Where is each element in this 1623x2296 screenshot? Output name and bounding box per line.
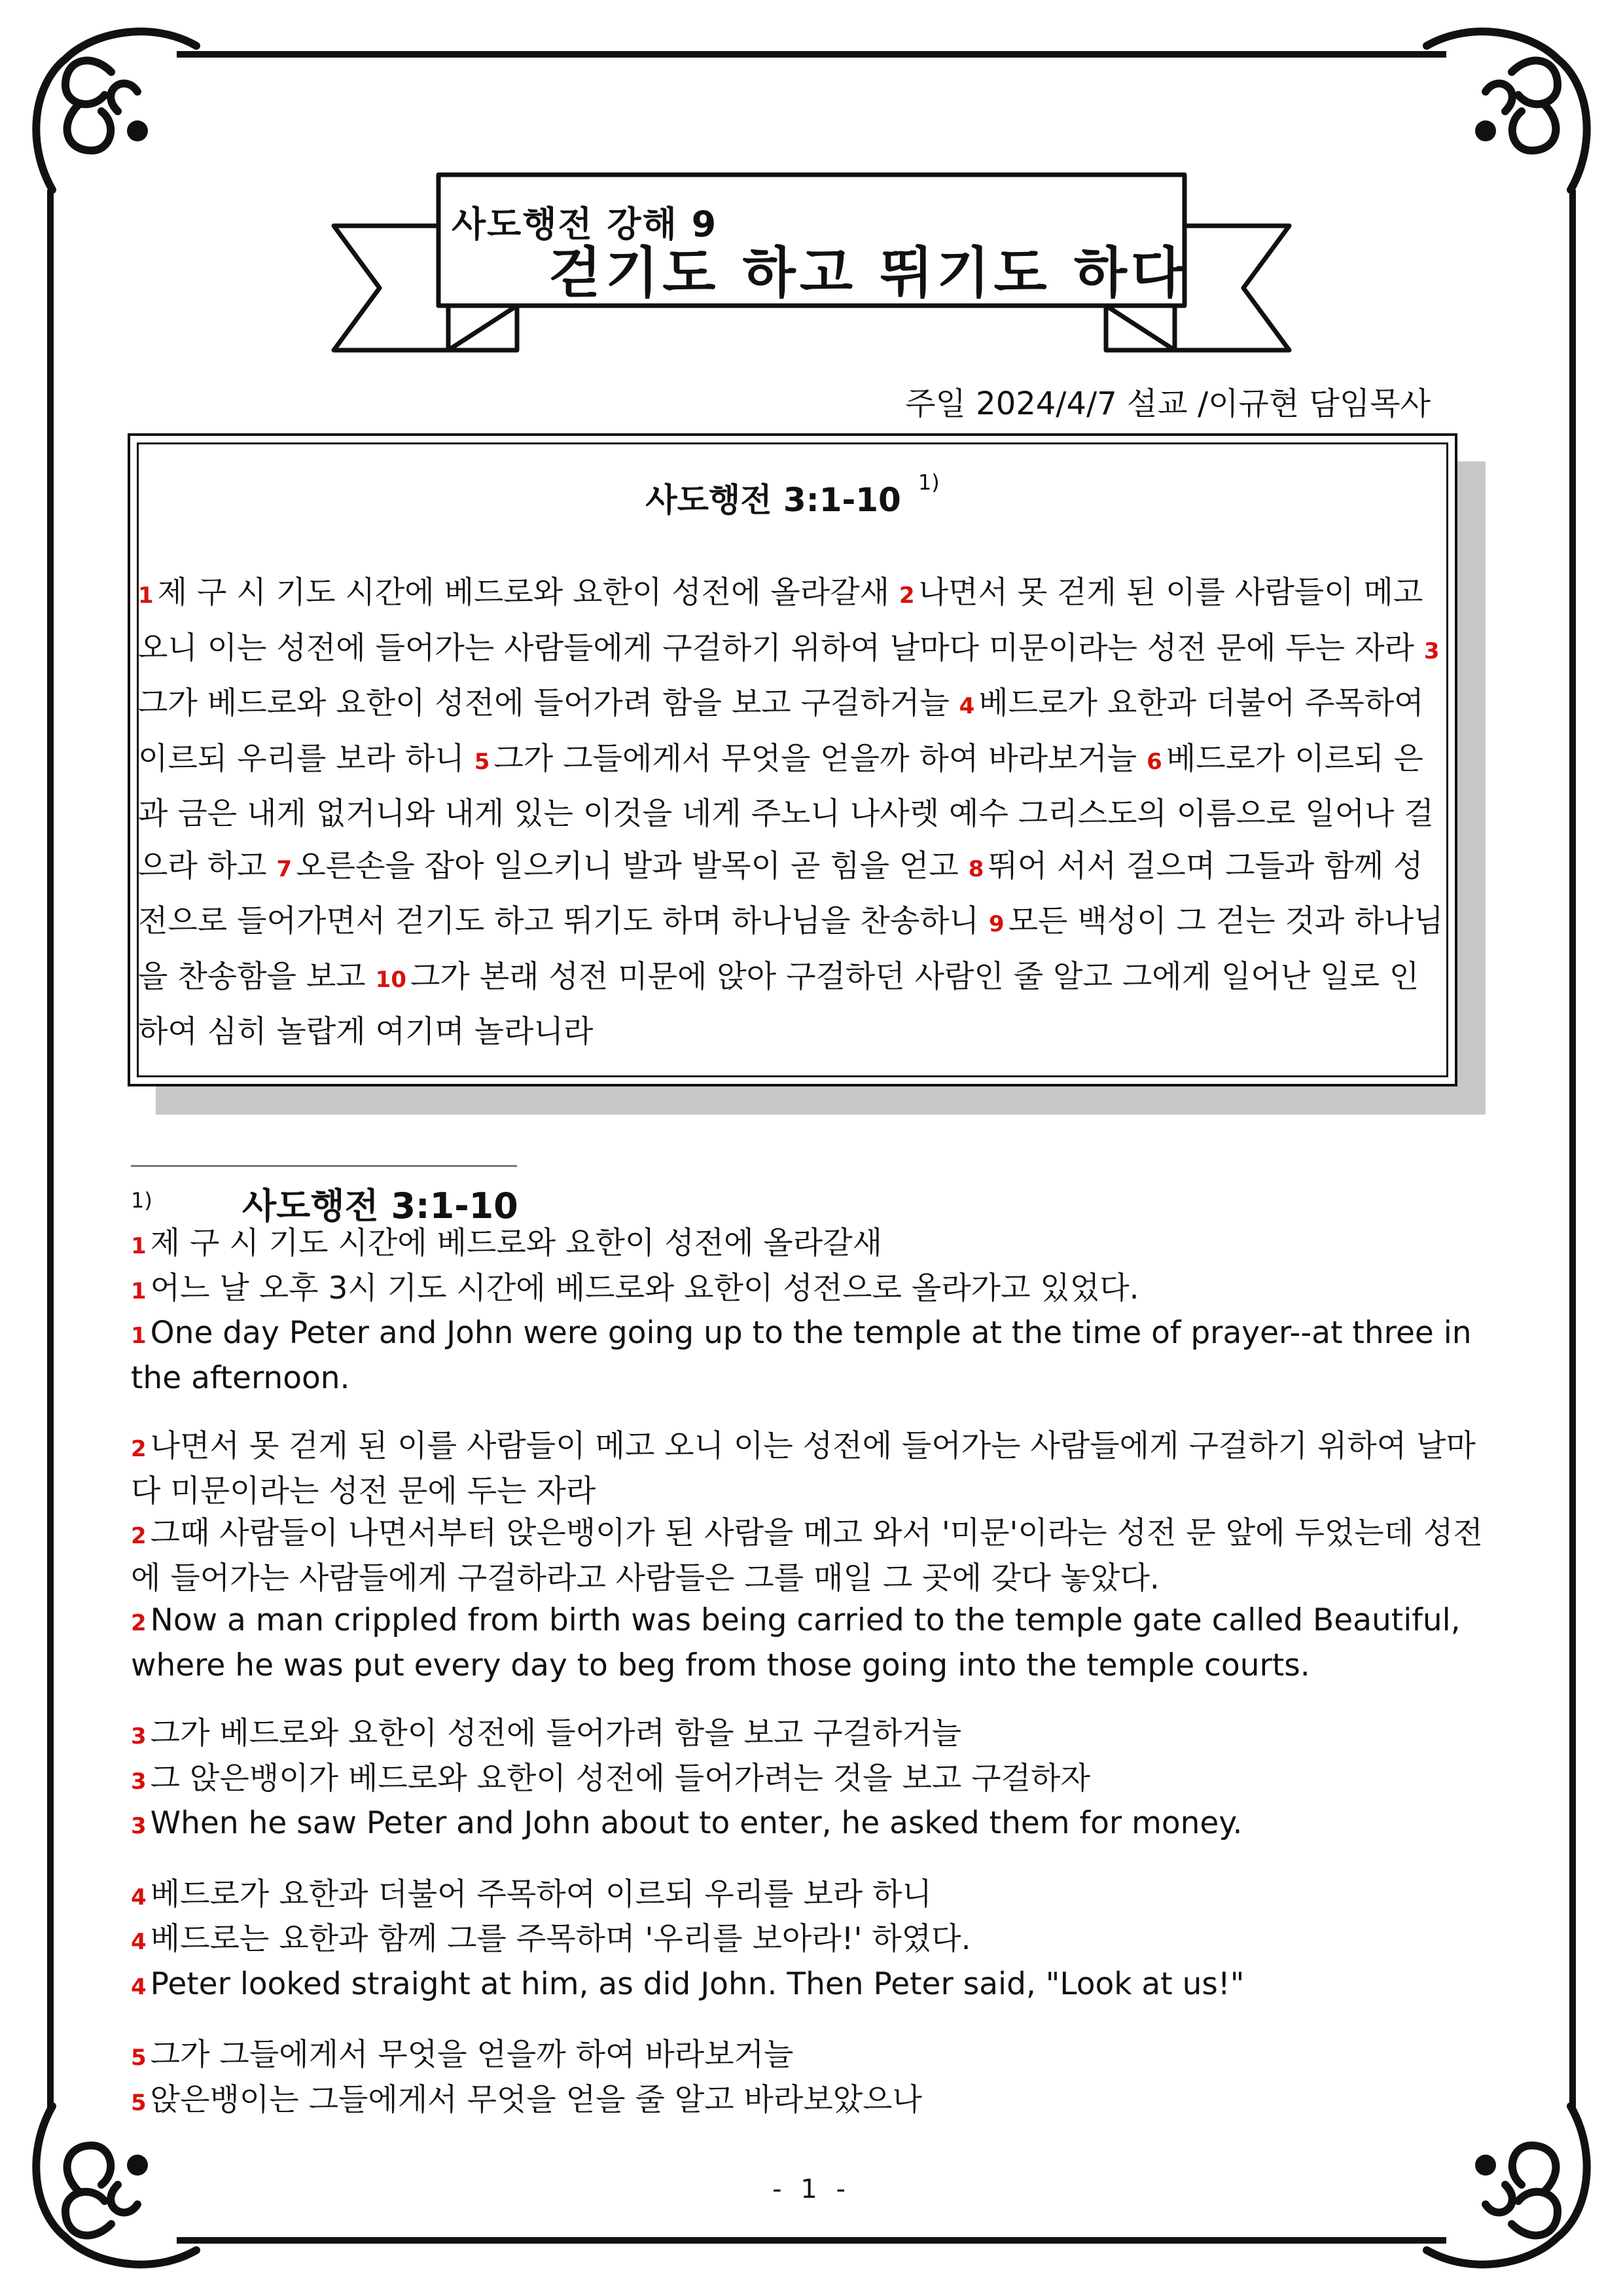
footnote-body	[131, 1223, 1492, 2150]
frame-top-line	[177, 51, 1446, 58]
krv-line	[131, 1874, 1492, 1919]
modern-line	[131, 1918, 1492, 1964]
krv-line	[131, 2034, 1492, 2079]
verse-text: 오른손을 잡아 일으키니 발과 발목이 곧 힘을 얻고	[296, 848, 959, 884]
niv-line	[131, 1312, 1492, 1399]
niv-line	[131, 1600, 1492, 1687]
scripture-reference-text: 사도행전 3:1-10	[645, 481, 901, 519]
verse-number: 2	[131, 1436, 147, 1462]
verse-number: 3	[131, 1723, 147, 1749]
verse-number: 1	[138, 583, 154, 609]
modern-text: 그때 사람들이 나면서부터 앉은뱅이가 된 사람을 메고 와서 '미문'이라는 성전 문 앞에 두었는데 성전에 들어가는 사람들에게 구걸하라고 사람들은 그를 매일 그 곳에 갖다 놓았다.	[131, 1515, 1483, 1596]
verse-text: 나면서 못 걷게 된 이를 사람들이 메고 오니 이는 성전에 들어가는 사람들에게 구걸하기 위하여 날마다 미문이라는 성전 문에 두는 자라	[138, 575, 1423, 666]
scripture-box	[128, 433, 1457, 1086]
footnote-heading: 사도행전 3:1-10	[242, 1185, 518, 1227]
verse-number: 5	[131, 2089, 147, 2116]
page-number: - 1 -	[772, 2174, 851, 2204]
verse-number: 2	[131, 1523, 147, 1549]
footnote-separator	[131, 1165, 517, 1167]
niv-text: One day Peter and John were going up to the temple at the time of prayer--at three in the afternoon.	[131, 1315, 1472, 1396]
niv-line	[131, 1964, 1492, 2009]
verse-text: 제 구 시 기도 시간에 베드로와 요한이 성전에 올라갈새	[157, 575, 890, 611]
krv-text: 나면서 못 걷게 된 이를 사람들이 메고 오니 이는 성전에 들어가는 사람들에게 구걸하기 위하여 날마다 미문이라는 성전 문에 두는 자라	[131, 1428, 1476, 1509]
corner-flourish-top-right	[1407, 13, 1603, 209]
footnote-marker: 1)	[131, 1188, 152, 1213]
scripture-reference	[130, 470, 1455, 521]
sermon-byline: 주일 2024/4/7 설교 /이규현 담임목사	[905, 386, 1431, 422]
verse-number: 4	[131, 1929, 147, 1955]
modern-text: 그 앉은뱅이가 베드로와 요한이 성전에 들어가려는 것을 보고 구걸하자	[150, 1760, 1090, 1797]
footnote-verse-group	[131, 1874, 1492, 2009]
footnote-verse-group	[131, 2034, 1492, 2124]
verse-number: 5	[131, 2045, 147, 2071]
verse-number: 4	[959, 693, 975, 719]
verse-number: 3	[131, 1813, 147, 1839]
krv-line	[131, 1223, 1492, 1268]
niv-text: Peter looked straight at him, as did John. Then Peter said, "Look at us!"	[150, 1965, 1245, 2002]
verse-number: 10	[375, 966, 406, 993]
verse-number: 6	[1147, 748, 1162, 775]
verse-number: 7	[276, 855, 293, 882]
niv-text: Now a man crippled from birth was being carried to the temple gate called Beautiful, where he was put every day to beg from those going into the temple courts.	[131, 1602, 1461, 1683]
verse-text: 그가 베드로와 요한이 성전에 들어가려 함을 보고 구걸하거늘	[138, 685, 950, 721]
modern-text: 어느 날 오후 3시 기도 시간에 베드로와 요한이 성전으로 올라가고 있었다.	[150, 1270, 1139, 1306]
scripture-text	[138, 567, 1447, 1058]
krv-line	[131, 1426, 1492, 1513]
verse-number: 9	[988, 911, 1005, 937]
verse-text: 베드로가 요한과 더불어 주목하여 이르되 우리를 보라 하니	[138, 685, 1424, 777]
verse-number: 1	[131, 1323, 147, 1349]
sermon-series-label: 사도행전 강해 9	[452, 204, 718, 245]
frame-right-line	[1569, 190, 1576, 2108]
verse-text: 베드로가 이르되 은과 금은 내게 없거니와 내게 있는 이것을 네게 주노니 나사렛 예수 그리스도의 이름으로 일어나 걸으라 하고	[138, 740, 1434, 884]
modern-line	[131, 1268, 1492, 1313]
footnote-verse-group	[131, 1223, 1492, 1399]
frame-bottom-line	[177, 2237, 1446, 2244]
corner-flourish-top-left	[20, 13, 216, 209]
footnote-reference: 1)	[918, 470, 940, 495]
verse-text: 그가 그들에게서 무엇을 얻을까 하여 바라보거늘	[493, 740, 1137, 777]
verse-number: 4	[131, 1884, 147, 1910]
verse-number: 2	[131, 1610, 147, 1636]
niv-text: When he saw Peter and John about to enter, he asked them for money.	[150, 1805, 1243, 1841]
verse-number: 1	[131, 1233, 147, 1259]
verse-text: 모든 백성이 그 걷는 것과 하나님을 찬송함을 보고	[138, 903, 1444, 995]
verse-number: 8	[968, 855, 984, 882]
frame-left-line	[47, 190, 54, 2108]
modern-text: 앉은뱅이는 그들에게서 무엇을 얻을 줄 알고 바라보았으나	[150, 2081, 922, 2118]
footnote-verse-group	[131, 1713, 1492, 1848]
sermon-title: 걷기도 하고 뛰기도 하다	[548, 241, 1188, 305]
footnote-verse-group	[131, 1426, 1492, 1687]
verse-number: 2	[899, 583, 915, 609]
modern-text: 베드로는 요한과 함께 그를 주목하며 '우리를 보아라!' 하였다.	[150, 1921, 971, 1957]
krv-text: 제 구 시 기도 시간에 베드로와 요한이 성전에 올라갈새	[150, 1225, 883, 1261]
verse-text: 그가 본래 성전 미문에 앉아 구걸하던 사람인 줄 알고 그에게 일어난 일로 인하여 심히 놀랍게 여기며 놀라니라	[138, 958, 1419, 1050]
verse-number: 5	[474, 748, 490, 775]
verse-number: 3	[131, 1768, 147, 1795]
krv-line	[131, 1713, 1492, 1758]
modern-line	[131, 1513, 1492, 1600]
krv-text: 그가 베드로와 요한이 성전에 들어가려 함을 보고 구걸하거늘	[150, 1715, 962, 1751]
verse-number: 3	[1423, 637, 1440, 664]
krv-text: 베드로가 요한과 더불어 주목하여 이르되 우리를 보라 하니	[150, 1876, 932, 1912]
verse-number: 1	[131, 1278, 147, 1304]
krv-text: 그가 그들에게서 무엇을 얻을까 하여 바라보거늘	[150, 2037, 794, 2073]
verse-text: 뛰어 서서 걸으며 그들과 함께 성전으로 들어가면서 걷기도 하고 뛰기도 하며 하나님을 찬송하니	[138, 848, 1423, 939]
verse-number: 4	[131, 1973, 147, 2000]
modern-line	[131, 1758, 1492, 1803]
modern-line	[131, 2079, 1492, 2125]
niv-line	[131, 1803, 1492, 1848]
